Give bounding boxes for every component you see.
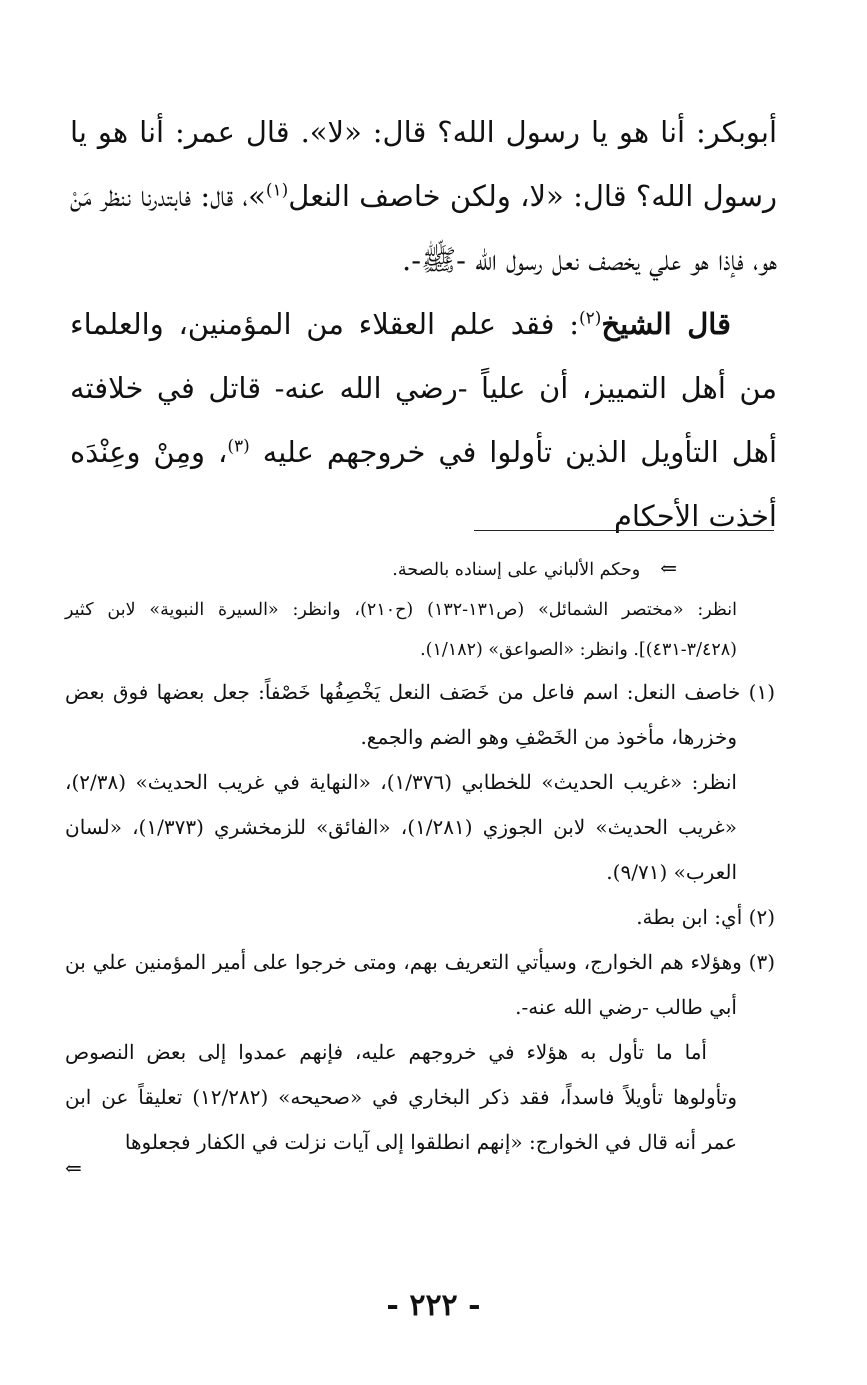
main-paragraph-2-text-a: : فقد علم العقلاء من المؤمنين، والعلماء من أهل التمييز، أن علياً -رضي الله عنه- قاتل في خلافته أهل التأويل الذين تأولوا في خروجهم عليه	[70, 307, 778, 469]
main-text	[70, 100, 777, 548]
footnote-ref-2[interactable]: (٢)	[578, 308, 602, 329]
footnote-3-number: (٣)	[748, 950, 776, 974]
main-paragraph-1	[70, 100, 777, 292]
footnote-3-continuation: أما ما تأول به هؤلاء في خروجهم عليه، فإنهم عمدوا إلى بعض النصوص وتأولوها تأويلاً فاسداً، فقد ذكر البخاري في «صحيحه» (١٢/٢٨٢) تعليقاً عن ابن عمر أنه قال في الخوارج: «إنهم انطلقوا إلى آيات نزلت في الكفار فجعلوها	[65, 1040, 737, 1154]
footnote-continued-text-1: وحكم الألباني على إسناده بالصحة.	[392, 560, 641, 580]
footnote-3-text: وهؤلاء هم الخوارج، وسيأتي التعريف بهم، ومتى خرجوا على أمير المؤمنين علي بن أبي طالب -رضي الله عنه-.	[65, 950, 742, 1019]
footnote-continued-line-2: انظر: «مختصر الشمائل» (ص١٣١-١٣٢) (ح٢١٠)، وانظر: «السيرة النبوية» لابن كثير (٣/٤٢٨-٤٣١)]. وانظر: «الصواعق» (١/١٨٢).	[65, 600, 738, 660]
footnote-separator	[474, 530, 774, 531]
main-paragraph-1-text-b: »، قال: فابتدرنا ننظر مَنْ هو، فإذا هو علي يخصف نعل رسول الله -ﷺ-.	[70, 179, 777, 277]
footnote-2-number: (٢)	[748, 905, 775, 929]
main-paragraph-2	[70, 292, 777, 548]
footnote-1-number: (١)	[748, 680, 775, 704]
footnote-3	[65, 940, 775, 1030]
page-number: - ٢٢٢ -	[386, 1288, 481, 1323]
main-paragraph-2-text-b: ، ومِنْ وعِنْدَه أخذت الأحكام	[70, 435, 777, 533]
footnote-ref-1[interactable]: (١)	[265, 180, 289, 201]
footnotes	[65, 548, 775, 1179]
footnote-1-text: خاصف النعل: اسم فاعل من خَصَف النعل يَخْصِفُها خَصْفاً: جعل بعضها فوق بعض وخزرها، مأخوذ من الخَصْفِ وهو الضم والجمع.	[65, 680, 741, 749]
speaker-label: قال الشيخ	[601, 307, 731, 341]
main-paragraph-1-text-a: أبوبكر: أنا هو يا رسول الله؟ قال: «لا». قال عمر: أنا هو يا رسول الله؟ قال: «لا، ولكن خاصف النعل	[70, 115, 778, 213]
footnote-2-text: أي: ابن بطة.	[636, 905, 743, 929]
footnote-1	[65, 670, 775, 760]
footnote-2	[65, 895, 775, 940]
footnote-1-sources: انظر: «غريب الحديث» للخطابي (١/٣٧٦)، «النهاية في غريب الحديث» (٢/٣٨)، «غريب الحديث» لابن الجوزي (١/٢٨١)، «الفائق» للزمخشري (١/٣٧٣)، «لسان العرب» (٩/٧١).	[65, 770, 737, 884]
footnote-continued-line-1	[65, 548, 775, 590]
next-page-arrow-icon: ⇐	[65, 1156, 82, 1180]
continuation-arrow-icon: ⇐	[660, 556, 677, 580]
footnote-ref-3[interactable]: (٣)	[227, 436, 250, 457]
